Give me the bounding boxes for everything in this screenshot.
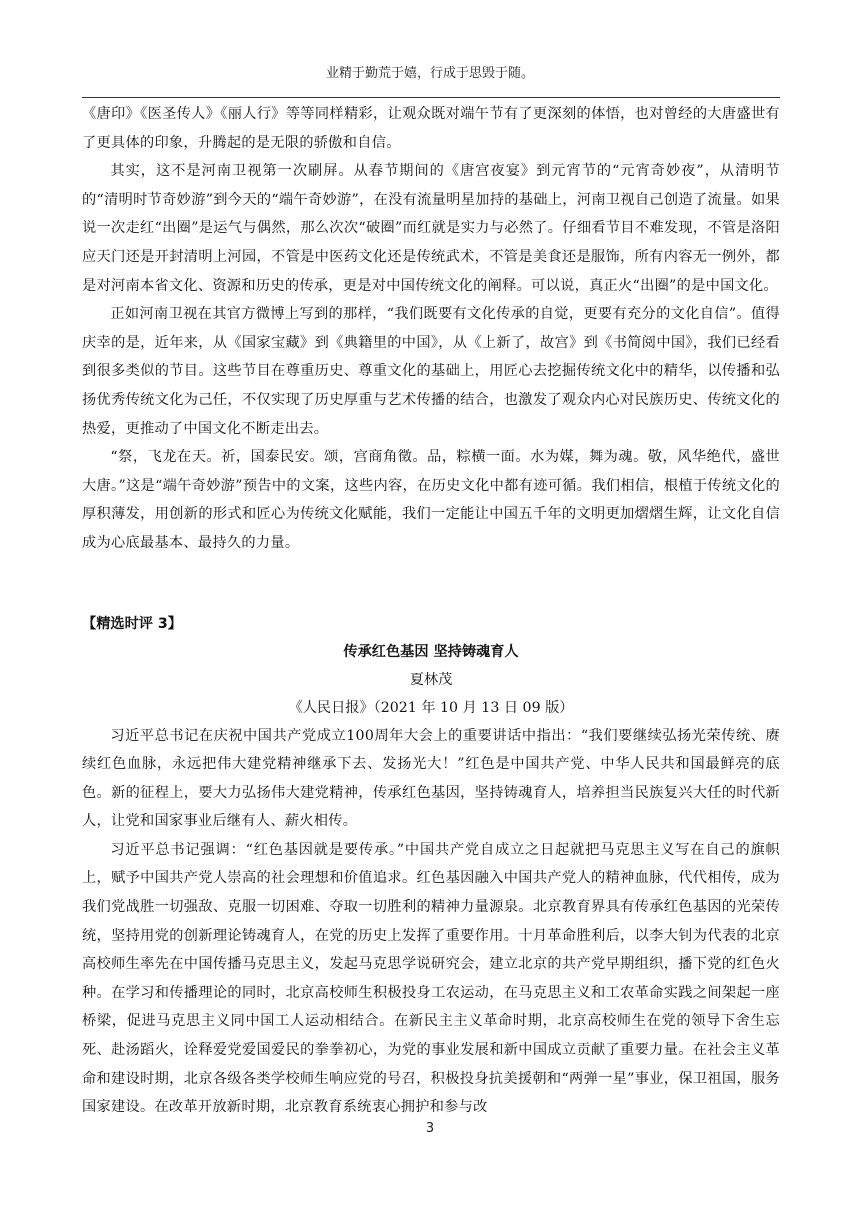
header-divider (82, 97, 780, 98)
body-paragraph: “祭，飞龙在天。祈，国泰民安。颂，宫商角徵。品，粽横一面。水为媒，舞为魂。敬，风华绝代，盛世大唐。”这是“端午奇妙游”预告中的文案，这些内容，在历史文化中都有迹可循。我们相信，根植于传统文化的厚积薄发，用创新的形式和匠心为传统文化赋能，我们一定能让中国五千年的文明更加熠熠生辉，让文化自信成为心底最基本、最持久的力量。 (82, 449, 780, 551)
page-header-motto: 业精于勤荒于嬉，行成于思毁于随。 (325, 66, 534, 81)
continued-paragraph: 《唐印》《医圣传人》《丽人行》等等同样精彩，让观众既对端午节有了更深刻的体悟，也对曾经的大唐盛世有了更具体的印象，升腾起的是无限的骄傲和自信。 (82, 106, 780, 151)
article-title: 传承红色基因 坚持铸魂育人 (343, 643, 519, 660)
section-label: 【精选时评 3】 (82, 615, 182, 632)
article-paragraph: 习近平总书记在庆祝中国共产党成立100周年大会上的重要讲话中指出：“我们要继续弘扬光荣传统、赓续红色血脉，永远把伟大建党精神继承下去、发扬光大！”红色是中国共产党、中华人民共和国最鲜亮的底色。新的征程上，要大力弘扬伟大建党精神，传承红色基因，坚持铸魂育人，培养担当民族复兴大任的时代新人，让党和国家事业后继有人、薪火相传。 (82, 727, 780, 830)
document-body (82, 100, 780, 1122)
body-paragraph: 其实，这不是河南卫视第一次刷屏。从春节期间的《唐宫夜宴》到元宵节的“元宵奇妙夜”，从清明节的“清明时节奇妙游”到今天的“端午奇妙游”，在没有流量明星加持的基础上，河南卫视自己创造了流量。如果说一次走红“出圈”是运气与偶然，那么次次“破圈”而红就是实力与必然了。仔细看节目不难发现，不管是洛阳应天门还是开封清明上河园，不管是中医药文化还是传统武术，不管是美食还是服饰，所有内容无一例外，都是对河南本省文化、资源和历史的传承，更是对中国传统文化的阐释。可以说，真正火“出圈”的是中国文化。 (82, 163, 780, 294)
body-paragraph: 正如河南卫视在其官方微博上写到的那样，“我们既要有文化传承的自觉，更要有充分的文化自信”。值得庆幸的是，近年来，从《国家宝藏》到《典籍里的中国》，从《上新了，故宫》到《书简阅中国》，我们已经看到很多类似的节目。这些节目在尊重历史、尊重文化的基础上，用匠心去挖掘传统文化中的精华，以传播和弘扬优秀传统文化为己任，不仅实现了历史厚重与艺术传播的结合，也激发了观众内心对民族历史、传统文化的热爱，更推动了中国文化不断走出去。 (82, 306, 780, 437)
article-paragraph: 习近平总书记强调：“红色基因就是要传承。”中国共产党自成立之日起就把马克思主义写在自己的旗帜上，赋予中国共产党人崇高的社会理想和价值追求。红色基因融入中国共产党人的精神血脉，代代相传，成为我们党战胜一切强敌、克服一切困难、夺取一切胜利的精神力量源泉。北京教育界具有传承红色基因的光荣传统，坚持用党的创新理论铸魂育人，在党的历史上发挥了重要作用。十月革命胜利后，以李大钊为代表的北京高校师生率先在中国传播马克思主义，发起马克思学说研究会，建立北京的共产党早期组织，播下党的红色火种。在学习和传播理论的同时，北京高校师生积极投身工农运动，在马克思主义和工农革命实践之间架起一座桥梁，促进马克思主义同中国工人运动相结合。在新民主主义革命时期，北京高校师生在党的领导下舍生忘死、赴汤蹈火，诠释爱党爱国爱民的拳拳初心，为党的事业发展和新中国成立贡献了重要力量。在社会主义革命和建设时期，北京各级各类学校师生响应党的号召，积极投身抗美援朝和“两弹一星”事业，保卫祖国，服务国家建设。在改革开放新时期，北京教育系统衷心拥护和参与改 (82, 841, 780, 1116)
article-author: 夏林茂 (409, 671, 453, 688)
article-source: 《人民日报》（2021 年 10 月 13 日 09 版） (288, 699, 574, 716)
page-number: 3 (425, 1121, 435, 1136)
